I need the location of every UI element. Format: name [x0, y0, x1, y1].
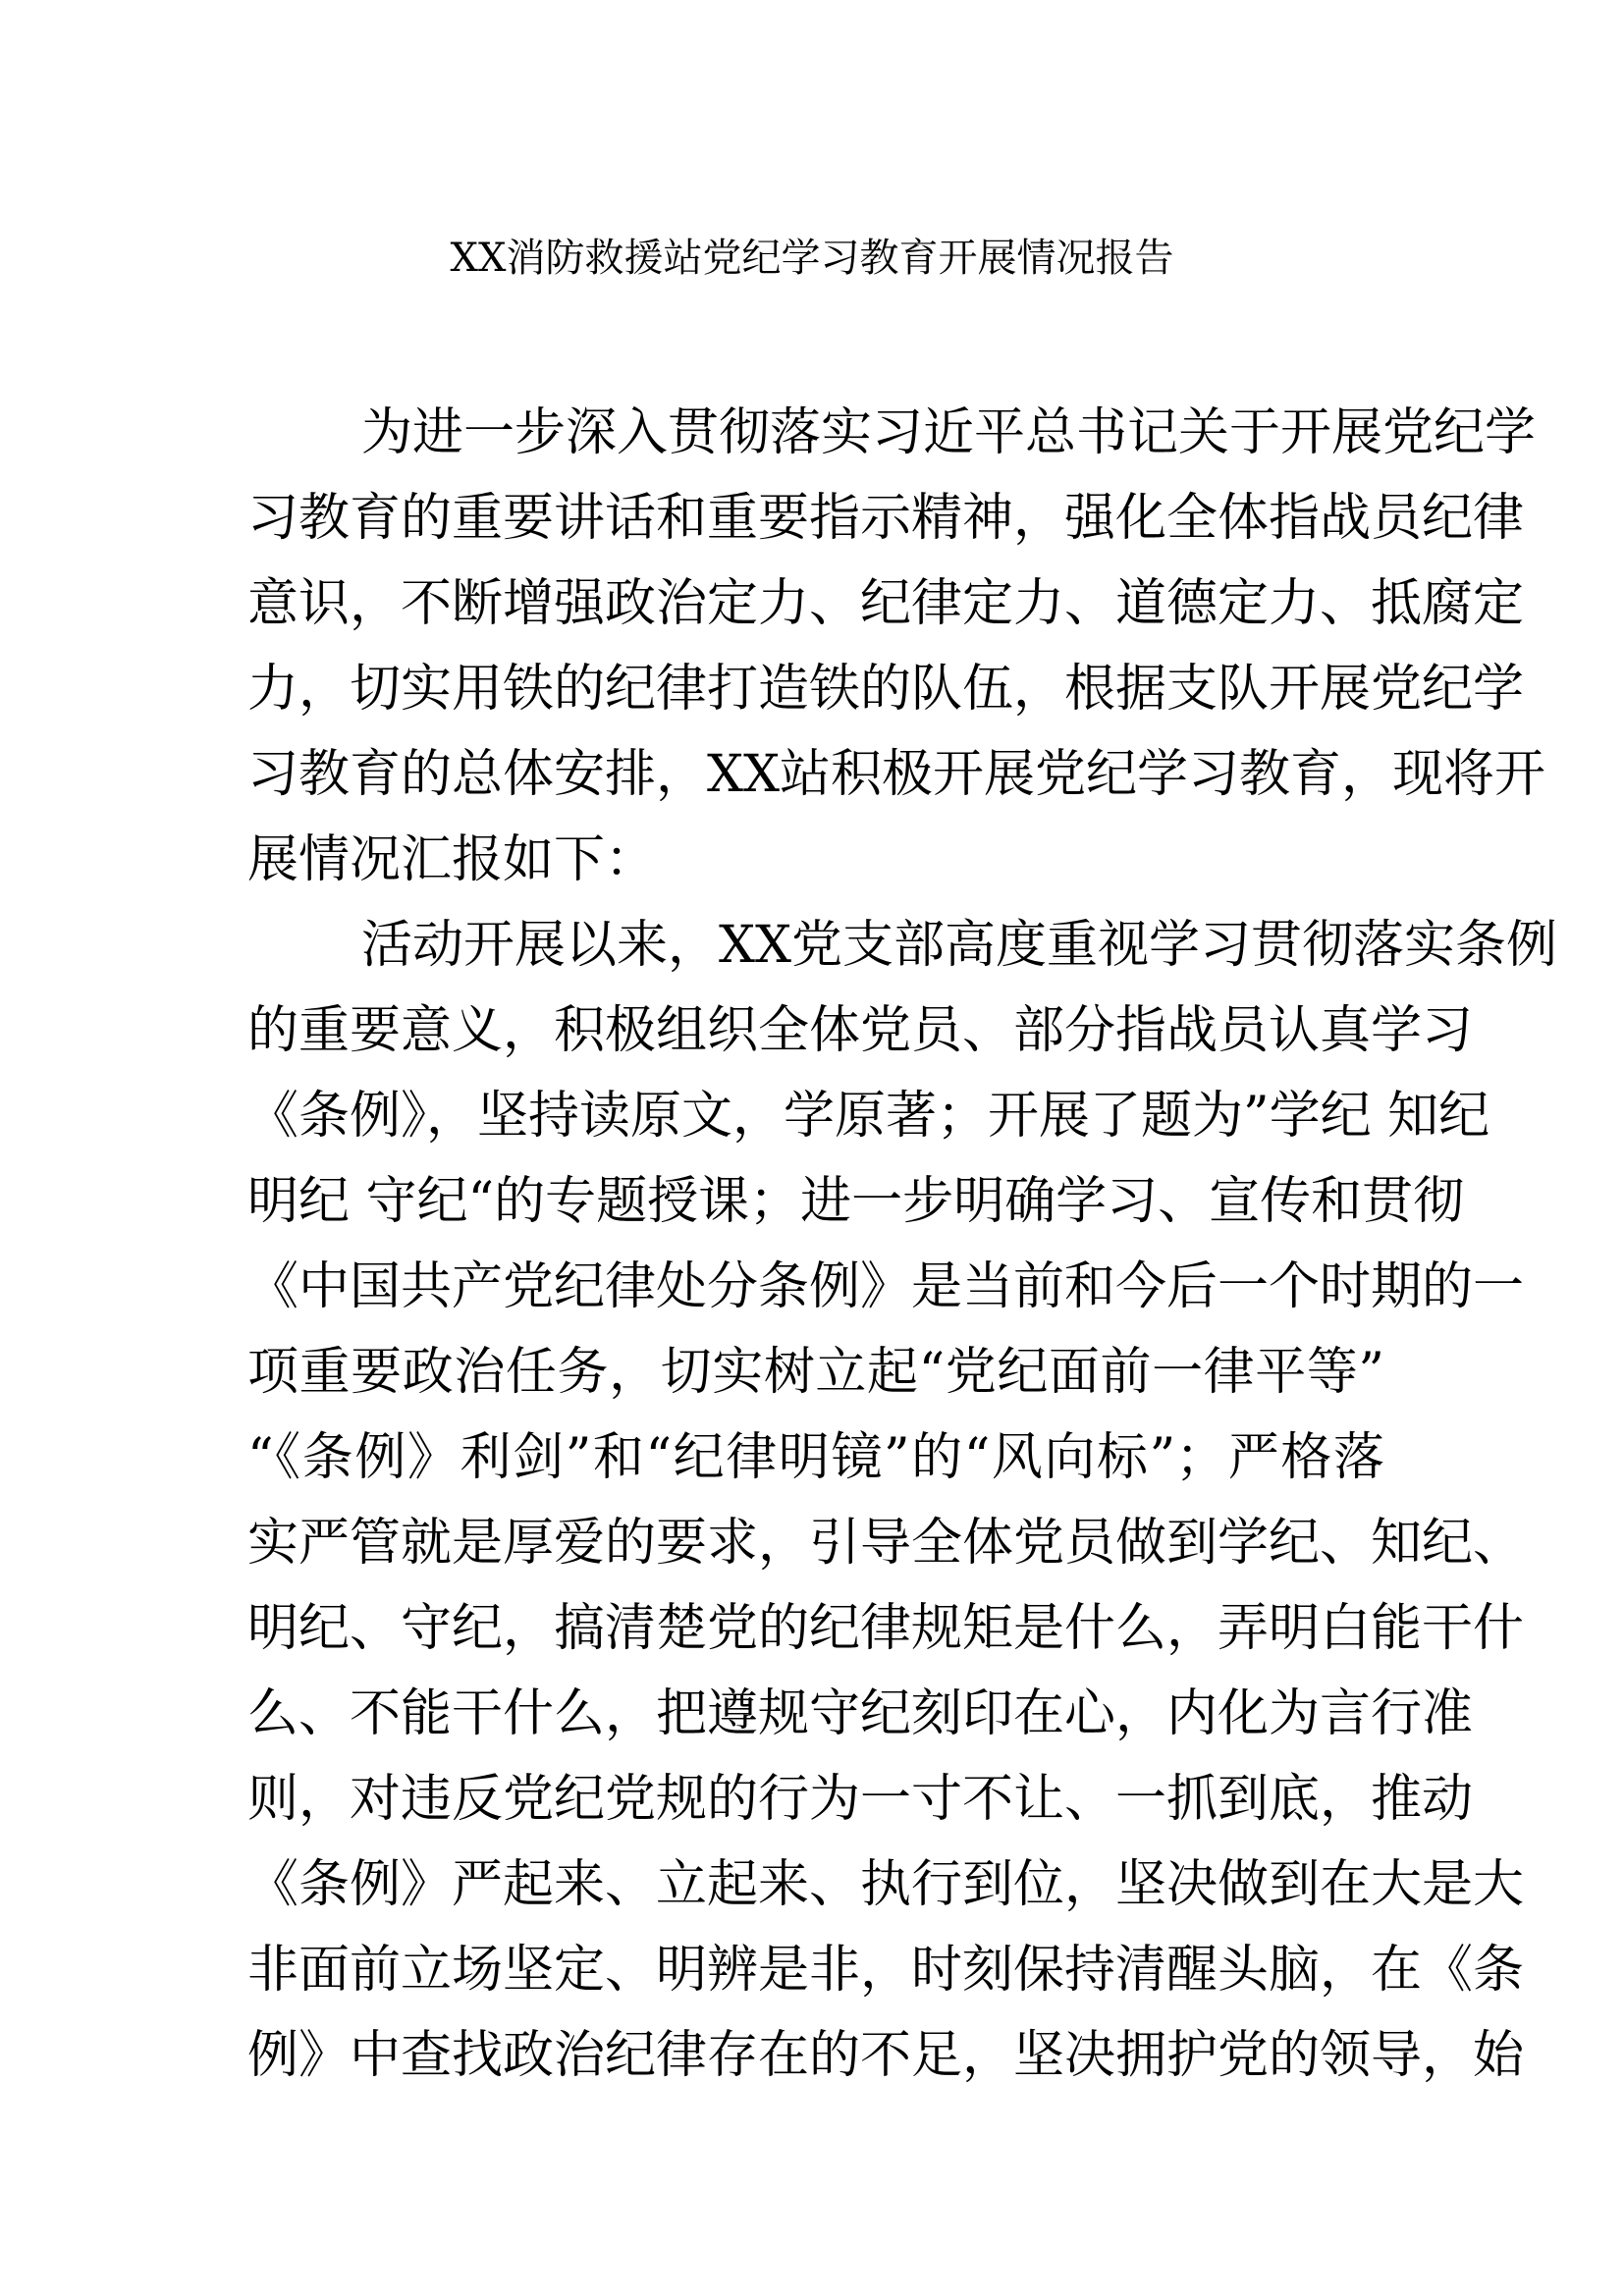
text-line: 《条例》，坚持读原文，学原著；开展了题为”学纪 知纪: [247, 1087, 1490, 1146]
document-body: [247, 391, 1558, 2099]
text-line: “《条例》利剑”和“纪律明镜”的“风向标”；严格落: [247, 1428, 1384, 1487]
text-line: 么、不能干什么，把遵规守纪刻印在心，内化为言行准: [247, 1684, 1474, 1743]
paragraph: [247, 903, 1558, 2099]
document-title: XX消防救援站党纪学习教育开展情况报告: [450, 236, 1174, 281]
text-line: 习教育的总体安排，XX站积极开展党纪学习教育，现将开: [247, 745, 1546, 804]
text-line: 展情况汇报如下：: [247, 830, 657, 889]
text-line: 明纪、守纪，搞清楚党的纪律规矩是什么，弄明白能干什: [247, 1599, 1525, 1658]
text-line: 《条例》严起来、立起来、执行到位，坚决做到在大是大: [247, 1855, 1525, 1914]
paragraph: [247, 391, 1546, 903]
text-line: 力，切实用铁的纪律打造铁的队伍，根据支队开展党纪学: [247, 660, 1525, 719]
text-line: 为进一步深入贯彻落实习近平总书记关于开展党纪学: [361, 403, 1537, 462]
text-line: 习教育的重要讲话和重要指示精神，强化全体指战员纪律: [247, 489, 1525, 548]
text-line: 意识，不断增强政治定力、纪律定力、道德定力、抵腐定: [247, 574, 1525, 633]
text-line: 的重要意义，积极组织全体党员、部分指战员认真学习: [247, 1001, 1474, 1060]
text-line: 例》中查找政治纪律存在的不足，坚决拥护党的领导，始: [247, 2026, 1525, 2085]
text-line: 活动开展以来，XX党支部高度重视学习贯彻落实条例: [361, 916, 1558, 975]
text-line: 项重要政治任务，切实树立起“党纪面前一律平等”: [247, 1343, 1384, 1402]
text-line: 《中国共产党纪律处分条例》是当前和今后一个时期的一: [247, 1257, 1525, 1316]
text-line: 明纪 守纪“的专题授课；进一步明确学习、宣传和贯彻: [247, 1172, 1465, 1231]
text-line: 实严管就是厚爱的要求，引导全体党员做到学纪、知纪、: [247, 1514, 1525, 1573]
text-line: 则，对违反党纪党规的行为一寸不让、一抓到底，推动: [247, 1770, 1474, 1829]
text-line: 非面前立场坚定、明辨是非，时刻保持清醒头脑，在《条: [247, 1941, 1525, 2000]
